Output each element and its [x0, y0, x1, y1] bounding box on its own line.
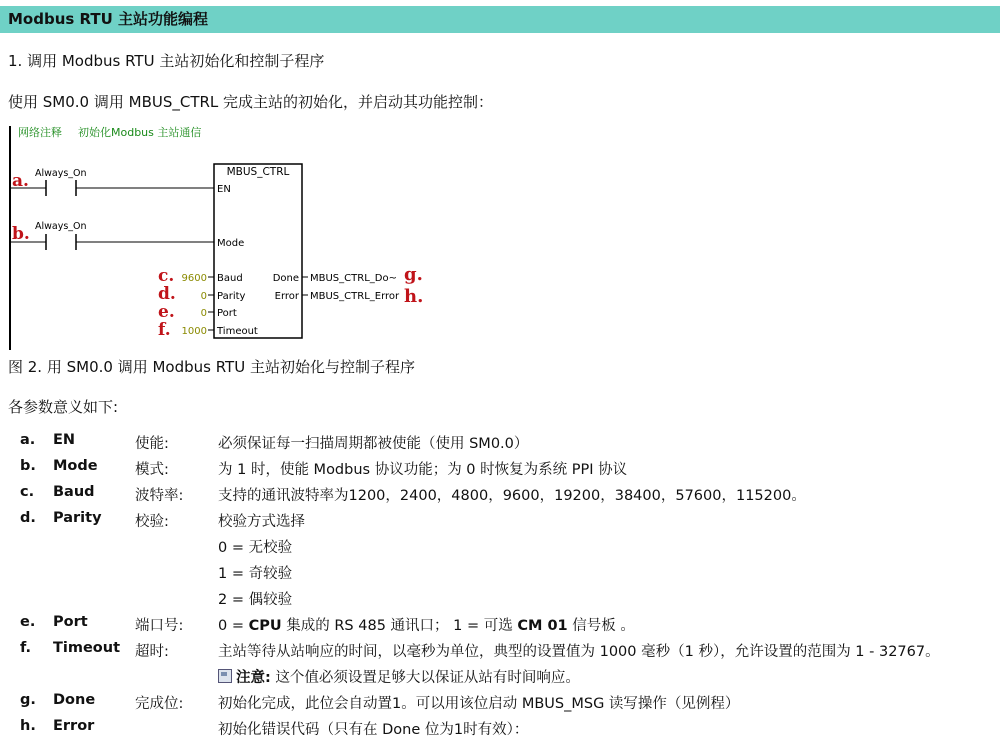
param-letter: g. — [20, 692, 36, 708]
pin-timeout: Timeout — [217, 326, 258, 337]
port-desc-cm01: CM 01 — [517, 618, 568, 634]
param-letter: h. — [20, 718, 36, 734]
marker-a: a. — [12, 171, 29, 191]
network-title: 初始化Modbus 主站通信 — [78, 126, 202, 139]
param-letter: a. — [20, 432, 36, 448]
network-comment-label: 网络注释 — [18, 126, 62, 139]
pin-done: Done — [272, 273, 299, 284]
param-letter: c. — [20, 484, 35, 500]
marker-d: d. — [158, 284, 176, 304]
param-name: Mode — [53, 458, 98, 474]
param-label: 校验: — [135, 514, 169, 530]
param-name: Done — [53, 692, 96, 708]
usage-text: 使用 SM0.0 调用 MBUS_CTRL 完成主站的初始化，并启动其功能控制： — [8, 93, 494, 111]
ladder-diagram — [0, 118, 460, 354]
note-label: 注意: — [236, 670, 271, 686]
param-label: 模式: — [135, 462, 169, 478]
pin-baud: Baud — [217, 273, 243, 284]
port-desc-mid: 集成的 RS 485 通讯口； 1 = 可选 — [281, 618, 518, 634]
param-desc: 主站等待从站响应的时间，以毫秒为单位，典型的设置值为 1000 毫秒（1 秒），允许设置的范围为 1 - 32767。 — [218, 644, 940, 660]
parity-value: 0 — [200, 291, 207, 302]
marker-c: c. — [158, 266, 175, 286]
param-desc: 2 = 偶较验 — [218, 592, 293, 608]
port-desc-cpu: CPU — [248, 618, 282, 634]
param-desc: 校验方式选择 — [218, 514, 305, 530]
note-body: 这个值必须设置足够大以保证从站有时间响应。 — [270, 670, 580, 686]
section-title: Modbus RTU 主站功能编程 — [8, 10, 209, 28]
section-title-bar — [0, 6, 1000, 33]
param-name: Baud — [53, 484, 95, 500]
port-value: 0 — [200, 308, 207, 319]
param-desc: 初始化错误代码（只有在 Done 位为1时有效）： — [218, 722, 529, 738]
pin-en: EN — [217, 184, 231, 195]
param-label: 使能: — [135, 436, 169, 452]
param-name: EN — [53, 432, 76, 448]
param-name: Parity — [53, 510, 102, 526]
marker-f: f. — [158, 320, 171, 340]
marker-b: b. — [12, 224, 30, 244]
param-letter: d. — [20, 510, 36, 526]
contact-a-label: Always_On — [35, 168, 87, 179]
param-name: Timeout — [53, 640, 121, 656]
param-letter: e. — [20, 614, 36, 630]
param-letter: b. — [20, 458, 36, 474]
param-label: 端口号: — [135, 618, 184, 634]
figure-caption: 图 2. 用 SM0.0 调用 Modbus RTU 主站初始化与控制子程序 — [8, 358, 415, 376]
contact-b-label: Always_On — [35, 221, 87, 232]
port-desc-post: 信号板 。 — [567, 618, 635, 634]
param-desc: 初始化完成，此位会自动置1。可以用该位启动 MBUS_MSG 读写操作（见例程） — [218, 696, 740, 712]
param-desc — [218, 614, 635, 635]
param-letter: f. — [20, 640, 32, 656]
param-desc: 支持的通讯波特率为1200，2400，4800，9600，19200，38400，57600，115200。 — [218, 488, 806, 504]
param-desc: 1 = 奇较验 — [218, 566, 293, 582]
step-heading: 1. 调用 Modbus RTU 主站初始化和控制子程序 — [8, 52, 325, 70]
done-output: MBUS_CTRL_Do~ — [310, 273, 397, 284]
timeout-value: 1000 — [181, 326, 207, 337]
baud-value: 9600 — [181, 273, 207, 284]
marker-e: e. — [158, 302, 175, 322]
port-desc-pre: 0 = — [218, 618, 249, 634]
param-label: 波特率: — [135, 488, 184, 504]
param-name: Port — [53, 614, 88, 630]
pin-parity: Parity — [217, 291, 246, 302]
param-desc: 0 = 无校验 — [218, 540, 293, 556]
pin-error: Error — [274, 291, 299, 302]
marker-g: g. — [404, 264, 423, 285]
param-desc: 必须保证每一扫描周期都被使能（使用 SM0.0） — [218, 436, 529, 452]
param-label: 完成位: — [135, 696, 184, 712]
params-heading: 各参数意义如下: — [8, 398, 119, 416]
param-label: 超时: — [135, 644, 169, 660]
note-text — [218, 666, 580, 687]
marker-h: h. — [404, 286, 424, 307]
param-desc: 为 1 时，使能 Modbus 协议功能；为 0 时恢复为系统 PPI 协议 — [218, 462, 628, 478]
pin-port: Port — [217, 308, 237, 319]
pin-mode: Mode — [217, 238, 245, 249]
param-name: Error — [53, 718, 95, 734]
error-output: MBUS_CTRL_Error — [310, 291, 400, 302]
block-name: MBUS_CTRL — [226, 166, 290, 178]
note-icon — [218, 669, 232, 683]
